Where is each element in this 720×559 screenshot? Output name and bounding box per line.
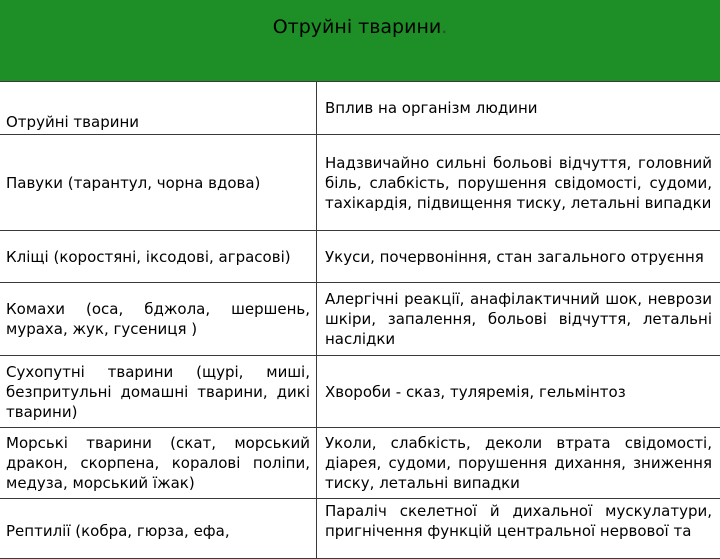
animal-cell: Морські тварини (скат, морський дракон, скорпена, коралові поліпи, медуза, морський їжак) <box>0 428 317 499</box>
animal-cell: Комахи (оса, бджола, шершень, мураха, жук, гусениця ) <box>0 283 317 356</box>
effect-cell: Укуси, почервоніння, стан загального отруєння <box>317 231 720 283</box>
animal-cell: Павуки (тарантул, чорна вдова) <box>0 135 317 231</box>
column-header-animals: Отруйні тварини <box>0 82 317 135</box>
column-header-effects: Вплив на організм людини <box>317 82 720 135</box>
animal-cell: Рептилії (кобра, гюрза, ефа, <box>0 499 317 559</box>
table-row <box>0 499 720 559</box>
effect-cell: Алергічні реакції, анафілактичний шок, неврози шкіри, запалення, больові відчуття, летальні наслідки <box>317 283 720 356</box>
title-banner <box>0 0 720 81</box>
page-title-text: Отруйні тварини <box>273 16 442 38</box>
effect-cell: Хвороби - сказ, туляремія, гельмінтоз <box>317 356 720 428</box>
table-row <box>0 283 720 356</box>
venomous-animals-table <box>0 81 720 559</box>
page-title-period: . <box>441 16 447 38</box>
effect-cell: Надзвичайно сильні больові відчуття, головний біль, слабкість, порушення свідомості, судоми, тахікардія, підвищення тиску, летальні випадки <box>317 135 720 231</box>
effect-cell: Уколи, слабкість, деколи втрата свідомості, діарея, судоми, порушення дихання, зниження тиску, летальні випадки <box>317 428 720 499</box>
table-row <box>0 231 720 283</box>
table-row <box>0 356 720 428</box>
table-row <box>0 428 720 499</box>
table-row <box>0 135 720 231</box>
table-header-row <box>0 82 720 135</box>
animal-cell: Кліщі (коростяні, іксодові, аграсові) <box>0 231 317 283</box>
animal-cell: Сухопутні тварини (щурі, миші, безпритульні домашні тварини, дикі тварини) <box>0 356 317 428</box>
page-title <box>0 16 720 38</box>
effect-cell: Параліч скелетної й дихальної мускулатури, пригнічення функцій центральної нервової та <box>317 499 720 559</box>
